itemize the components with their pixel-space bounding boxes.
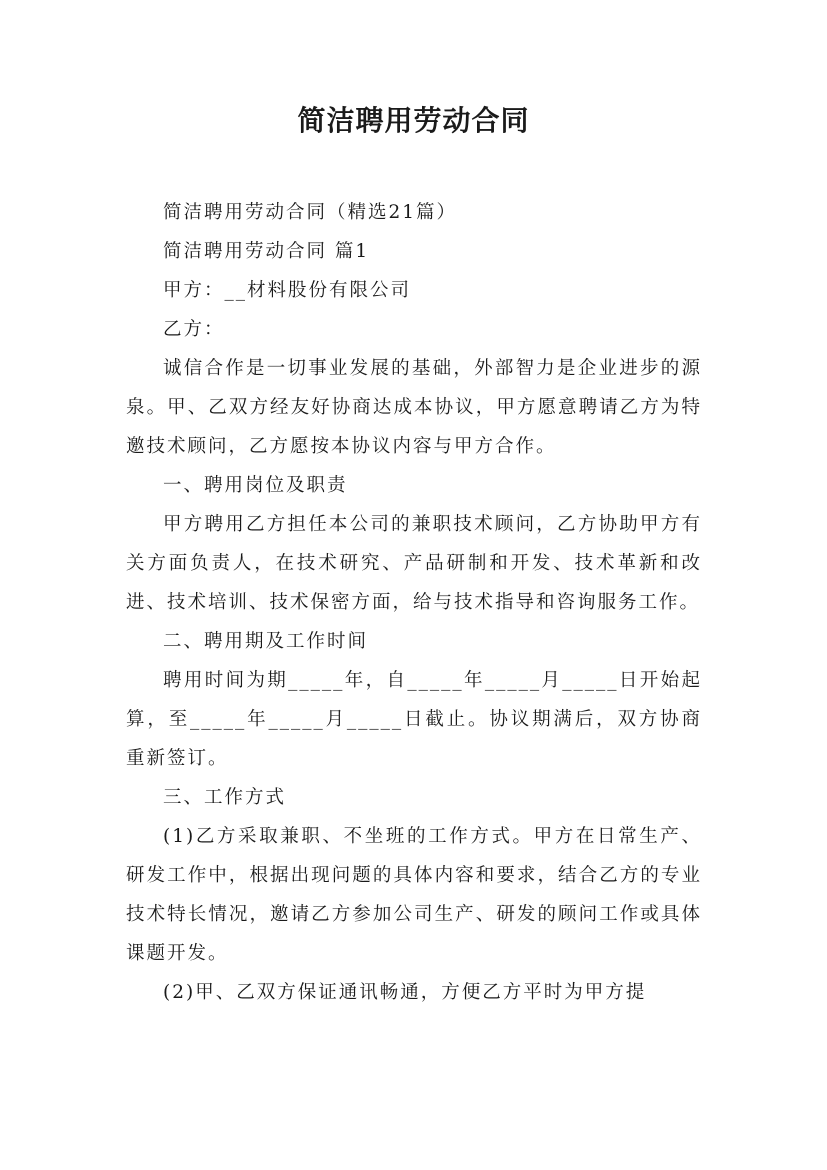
intro-paragraph: 诚信合作是一切事业发展的基础，外部智力是企业进步的源泉。甲、乙双方经友好协商达成本协议，甲方愿意聘请乙方为特邀技术顾问，乙方愿按本协议内容与甲方合作。 bbox=[126, 358, 702, 457]
clause-paragraph-3-1: (1)乙方采取兼职、不坐班的工作方式。甲方在日常生产、研发工作中，根据出现问题的具体内容和要求，结合乙方的专业技术特长情况，邀请乙方参加公司生产、研发的顾问工作或具体课题开发。 bbox=[126, 826, 702, 964]
clause-heading-2: 二、聘用期及工作时间 bbox=[163, 631, 369, 652]
clause-paragraph-2: 聘用时间为期_____年，自_____年_____月_____日开始起算，至_____年_____月_____日截止。协议期满后，双方协商重新签订。 bbox=[126, 670, 702, 769]
subtitle-paragraph: 简洁聘用劳动合同（精选21篇） bbox=[163, 202, 458, 223]
clause-heading-3: 三、工作方式 bbox=[163, 787, 287, 808]
clause-paragraph-3-2: (2)甲、乙双方保证通讯畅通，方便乙方平时为甲方提 bbox=[163, 982, 647, 1003]
party-a-line: 甲方：__材料股份有限公司 bbox=[163, 280, 412, 301]
clause-paragraph-1: 甲方聘用乙方担任本公司的兼职技术顾问，乙方协助甲方有关方面负责人，在技术研究、产品研制和开发、技术革新和改进、技术培训、技术保密方面，给与技术指导和咨询服务工作。 bbox=[126, 514, 702, 613]
party-b-line: 乙方： bbox=[163, 319, 225, 340]
section-heading: 简洁聘用劳动合同 篇1 bbox=[163, 241, 370, 262]
document-body bbox=[126, 193, 702, 1012]
document-title: 简洁聘用劳动合同 bbox=[297, 104, 530, 137]
clause-heading-1: 一、聘用岗位及职责 bbox=[163, 475, 348, 496]
